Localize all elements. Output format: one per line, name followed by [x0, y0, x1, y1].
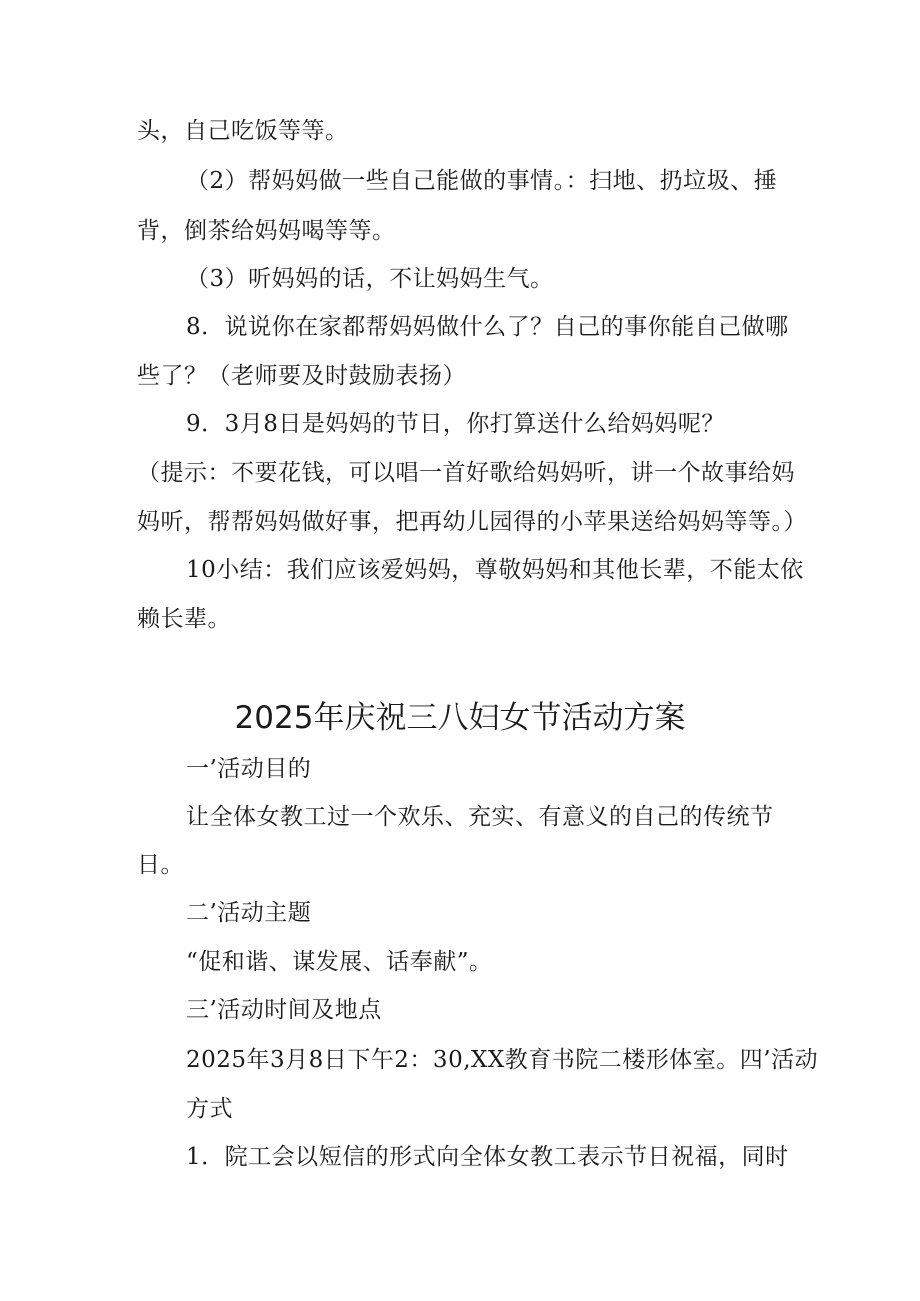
paragraph-line: 9．3月8日是妈妈的节日，你打算送什么给妈妈呢？: [186, 411, 725, 437]
section-heading: 一’活动目的: [186, 756, 312, 782]
paragraph-line: “促和谐、谋发展、话奉献”。: [186, 949, 493, 975]
paragraph-line: 方式: [186, 1096, 233, 1122]
document-title: 2025年庆祝三八妇女节活动方案: [234, 700, 686, 736]
paragraph-line: 2025年3月8日下午2：30,XX教育书院二楼形体室。四’活动: [186, 1047, 819, 1073]
paragraph-line: （提示：不要花钱，可以唱一首好歌给妈妈听，讲一个故事给妈: [137, 460, 795, 486]
paragraph-line: 10小结：我们应该爱妈妈，尊敬妈妈和其他长辈，不能太依: [186, 557, 804, 583]
paragraph-line: （2）帮妈妈做一些自己能做的事情。：扫地、扔垃圾、捶: [186, 168, 778, 194]
paragraph-line: 让全体女教工过一个欢乐、充实、有意义的自己的传统节: [186, 804, 774, 830]
paragraph-line: 头，自己吃饭等等。: [137, 118, 349, 144]
paragraph-line: （3）听妈妈的话，不让妈妈生气。: [186, 266, 554, 292]
paragraph-line: 日。: [137, 852, 184, 878]
paragraph-line: 妈听，帮帮妈妈做好事，把再幼儿园得的小苹果送给妈妈等等。）: [137, 509, 807, 535]
section-heading: 三’活动时间及地点: [186, 997, 382, 1023]
paragraph-line: 1．院工会以短信的形式向全体女教工表示节日祝福，同时: [186, 1144, 789, 1170]
paragraph-line: 背，倒茶给妈妈喝等等。: [137, 218, 396, 244]
paragraph-line: 8．说说你在家都帮妈妈做什么了？自己的事你能自己做哪: [186, 314, 789, 340]
paragraph-line: 些了？（老师要及时鼓励表扬）: [137, 363, 466, 389]
paragraph-line: 赖长辈。: [137, 606, 231, 632]
section-heading: 二’活动主题: [186, 900, 312, 926]
